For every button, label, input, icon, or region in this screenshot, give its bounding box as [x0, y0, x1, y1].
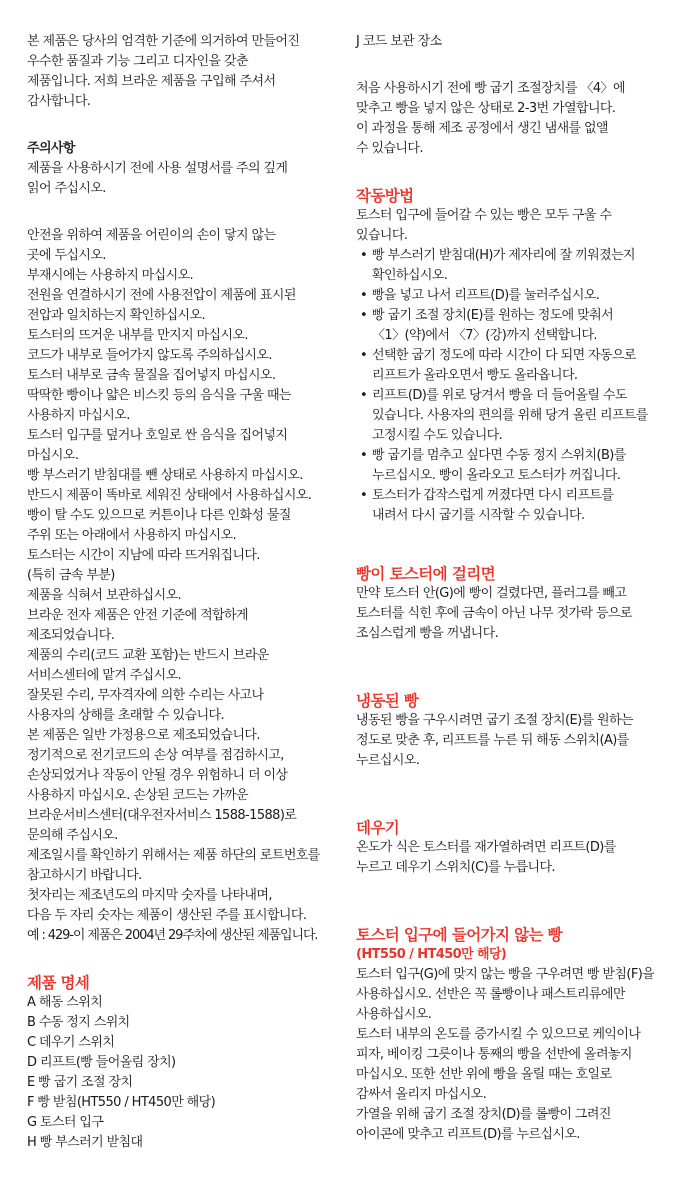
list-item — [356, 386, 661, 446]
text-line: 빵이 탈 수도 있으므로 커튼이나 다른 인화성 물질 — [27, 508, 291, 523]
text-line: 있습니다. 사용자의 편의를 위해 당겨 올린 리프트를 — [372, 408, 648, 423]
text-line: 빵을 넣고 나서 리프트(D)를 눌러주십시오. — [372, 288, 600, 303]
list-item — [356, 246, 661, 286]
list-item — [356, 306, 661, 346]
operation-list — [356, 246, 661, 526]
text-line: 냉동된 빵을 구우시려면 굽기 조절 장치(E)를 원하는 — [356, 713, 633, 728]
text-line: 토스터가 갑작스럽게 꺼졌다면 다시 리프트를 — [372, 488, 614, 503]
text-line: 토스터의 뜨거운 내부를 만지지 마십시오. — [27, 328, 248, 343]
caution-list — [27, 226, 335, 946]
text-line: 선택한 굽기 정도에 따라 시간이 다 되면 자동으로 — [372, 348, 636, 363]
text-line: 맞추고 빵을 넣지 않은 상태로 2-3번 가열합니다. — [356, 101, 616, 116]
list-item — [356, 446, 661, 486]
text-line: 빵 부스러기 받침대를 뺀 상태로 사용하지 마십시오. — [27, 468, 303, 483]
text-line: 안전을 위하여 제품을 어린이의 손이 닿지 않는 — [27, 228, 276, 243]
operation-heading: 작동방법 — [356, 187, 414, 205]
text-line: 읽어 주십시오. — [27, 181, 106, 196]
text-line: 제품을 사용하시기 전에 사용 설명서를 주의 깊게 — [27, 161, 288, 176]
text-line: 마십시오. — [27, 448, 79, 463]
first-use-text — [356, 79, 661, 159]
text-line: 피자, 베이킹 그릇이나 통째의 빵을 선반에 올려놓지 — [356, 1047, 632, 1062]
caution-heading: 주의사항 — [27, 141, 75, 156]
text-line: 본 제품은 당사의 엄격한 기준에 의거하여 만들어진 — [27, 34, 300, 49]
spec-item: G 토스터 입구 — [27, 1115, 104, 1130]
text-line: 손상되었거나 작동이 안될 경우 위험하니 더 이상 — [27, 768, 288, 783]
text-line: 예 : 429-이 제품은 2004년 29주차에 생산된 제품입니다. — [27, 928, 318, 943]
text-line: 있습니다. — [356, 228, 408, 243]
text-line: 감싸서 올리지 마십시오. — [356, 1087, 487, 1102]
text-line: 브라운서비스센터(대우전자서비스 1588-1588)로 — [27, 808, 297, 823]
text-line: 토스터 내부로 금속 물질을 집어넣지 마십시오. — [27, 368, 276, 383]
text-line: 문의해 주십시오. — [27, 828, 118, 843]
text-line: 코드가 내부로 들어가지 않도록 주의하십시오. — [27, 348, 272, 363]
text-line: 다음 두 자리 숫자는 제품이 생산된 주를 표시합니다. — [27, 908, 307, 923]
list-item — [356, 486, 661, 526]
nofit-subheading: (HT550 / HT450만 해당) — [356, 947, 507, 962]
text-line: 제조되었습니다. — [27, 628, 115, 643]
frozen-heading: 냉동된 빵 — [356, 692, 419, 710]
jam-heading: 빵이 토스터에 걸리면 — [356, 565, 495, 583]
text-line: 사용자의 상해를 초래할 수 있습니다. — [27, 708, 225, 723]
text-line: 전원을 연결하시기 전에 사용전압이 제품에 표시된 — [27, 288, 296, 303]
spec-item: C 데우기 스위치 — [27, 1035, 115, 1050]
text-line: 본 제품은 일반 가정용으로 제조되었습니다. — [27, 728, 260, 743]
right-column — [356, 32, 661, 1145]
text-line: 아이콘에 맞추고 리프트(D)를 누르십시오. — [356, 1127, 580, 1142]
text-line: 서비스센터에 맡겨 주십시오. — [27, 668, 182, 683]
text-line: 리프트가 올라오면서 빵도 올라옵니다. — [372, 368, 578, 383]
text-line: 누르십시오. — [356, 753, 420, 768]
text-line: 토스터를 식힌 후에 금속이 아닌 나무 젓가락 등으로 — [356, 606, 632, 621]
text-line: 마십시오. 또한 선반 위에 빵을 올릴 때는 호일로 — [356, 1067, 612, 1082]
nofit-text — [356, 965, 661, 1145]
text-line: 토스터 입구에 들어갈 수 있는 빵은 모두 구울 수 — [356, 208, 612, 223]
reheat-heading: 데우기 — [356, 819, 400, 837]
text-line: 사용하십시오. — [356, 1007, 432, 1022]
spec-item: D 리프트(빵 들어올림 장치) — [27, 1055, 176, 1070]
spec-item: E 빵 굽기 조절 장치 — [27, 1075, 133, 1090]
spec-list — [27, 993, 335, 1153]
text-line: 조심스럽게 빵을 꺼냅니다. — [356, 626, 499, 641]
list-item — [356, 286, 661, 306]
text-line: 사용하지 마십시오. 손상된 코드는 가까운 — [27, 788, 248, 803]
spec-item: B 수동 정지 스위치 — [27, 1015, 130, 1030]
text-line: 주위 또는 아래에서 사용하지 마십시오. — [27, 528, 236, 543]
text-line: 누르십시오. 빵이 올라오고 토스터가 꺼집니다. — [372, 468, 621, 483]
spec-item: H 빵 부스러기 받침대 — [27, 1135, 143, 1150]
text-line: 우수한 품질과 기능 그리고 디자인을 갖춘 — [27, 54, 248, 69]
text-line: 고정시킬 수도 있습니다. — [372, 428, 503, 443]
text-line: 부재시에는 사용하지 마십시오. — [27, 268, 194, 283]
text-line: 브라운 전자 제품은 안전 기준에 적합하게 — [27, 608, 248, 623]
text-line: 토스터는 시간이 지남에 따라 뜨거워집니다. — [27, 548, 260, 563]
text-line: 제조일시를 확인하기 위해서는 제품 하단의 로트번호를 — [27, 848, 320, 863]
text-line: 만약 토스터 안(G)에 빵이 걸렸다면, 플러그를 빼고 — [356, 586, 627, 601]
text-line: 토스터 입구를 덮거나 호일로 싼 음식을 집어넣지 — [27, 428, 288, 443]
text-line: 가열을 위해 굽기 조절 장치(D)를 롤빵이 그려진 — [356, 1107, 611, 1122]
text-line: (특히 금속 부분) — [27, 568, 115, 583]
text-line: 사용하지 마십시오. — [27, 408, 130, 423]
text-line: 정기적으로 전기코드의 손상 여부를 점검하시고, — [27, 748, 284, 763]
text-line: 누르고 데우기 스위치(C)를 누릅니다. — [356, 860, 555, 875]
left-column — [27, 32, 335, 1153]
text-line: 제품의 수리(코드 교환 포함)는 반드시 브라운 — [27, 648, 269, 663]
spec-heading: 제품 명세 — [27, 974, 90, 992]
text-line: 처음 사용하시기 전에 빵 굽기 조절장치를 〈4〉에 — [356, 81, 625, 96]
text-line: 내려서 다시 굽기를 시작할 수 있습니다. — [372, 508, 585, 523]
text-line: 온도가 식은 토스터를 재가열하려면 리프트(D)를 — [356, 840, 616, 855]
text-line: 잘못된 수리, 무자격자에 의한 수리는 사고나 — [27, 688, 264, 703]
text-line: 수 있습니다. — [356, 141, 423, 156]
text-line: 확인하십시오. — [372, 268, 448, 283]
text-line: 토스터 내부의 온도를 증가시킬 수 있으므로 케익이나 — [356, 1027, 641, 1042]
text-line: 〈1〉(약)에서 〈7〉(강)까지 선택합니다. — [372, 328, 597, 343]
intro-text — [27, 32, 335, 112]
text-line: 딱딱한 빵이나 얇은 비스킷 등의 음식을 구울 때는 — [27, 388, 291, 403]
text-line: 제품입니다. 저희 브라운 제품을 구입해 주셔서 — [27, 74, 276, 89]
text-line: 제품을 식혀서 보관하십시오. — [27, 588, 182, 603]
spec-item: J 코드 보관 장소 — [356, 34, 442, 49]
text-line: 토스터 입구(G)에 맞지 않는 빵을 구우려면 빵 받침(F)을 — [356, 967, 655, 982]
text-line: 첫자리는 제조년도의 마지막 숫자를 나타내며, — [27, 888, 272, 903]
text-line: 전압과 일치하는지 확인하십시오. — [27, 308, 206, 323]
spec-item: A 해동 스위치 — [27, 995, 103, 1010]
spec-item: F 빵 받침(HT550 / HT450만 해당) — [27, 1095, 216, 1110]
text-line: 사용하십시오. 선반은 꼭 롤빵이나 패스트리류에만 — [356, 987, 625, 1002]
text-line: 반드시 제품이 똑바로 세워진 상태에서 사용하십시오. — [27, 488, 312, 503]
text-line: 감사합니다. — [27, 94, 91, 109]
text-line: 빵 부스러기 받침대(H)가 제자리에 잘 끼워졌는지 — [372, 248, 635, 263]
text-line: 이 과정을 통해 제조 공정에서 생긴 냄새를 없앨 — [356, 121, 608, 136]
nofit-heading: 토스터 입구에 들어가지 않는 빵 — [356, 926, 563, 944]
text-line: 빵 굽기를 멈추고 싶다면 수동 정지 스위치(B)를 — [372, 448, 626, 463]
text-line: 정도로 맞춘 후, 리프트를 누른 뒤 해동 스위치(A)를 — [356, 733, 629, 748]
text-line: 리프트(D)를 위로 당겨서 빵을 더 들어올릴 수도 — [372, 388, 627, 403]
list-item — [356, 346, 661, 386]
text-line: 참고하시기 바랍니다. — [27, 868, 142, 883]
text-line: 곳에 두십시오. — [27, 248, 106, 263]
text-line: 빵 굽기 조절 장치(E)를 원하는 정도에 맞춰서 — [372, 308, 614, 323]
